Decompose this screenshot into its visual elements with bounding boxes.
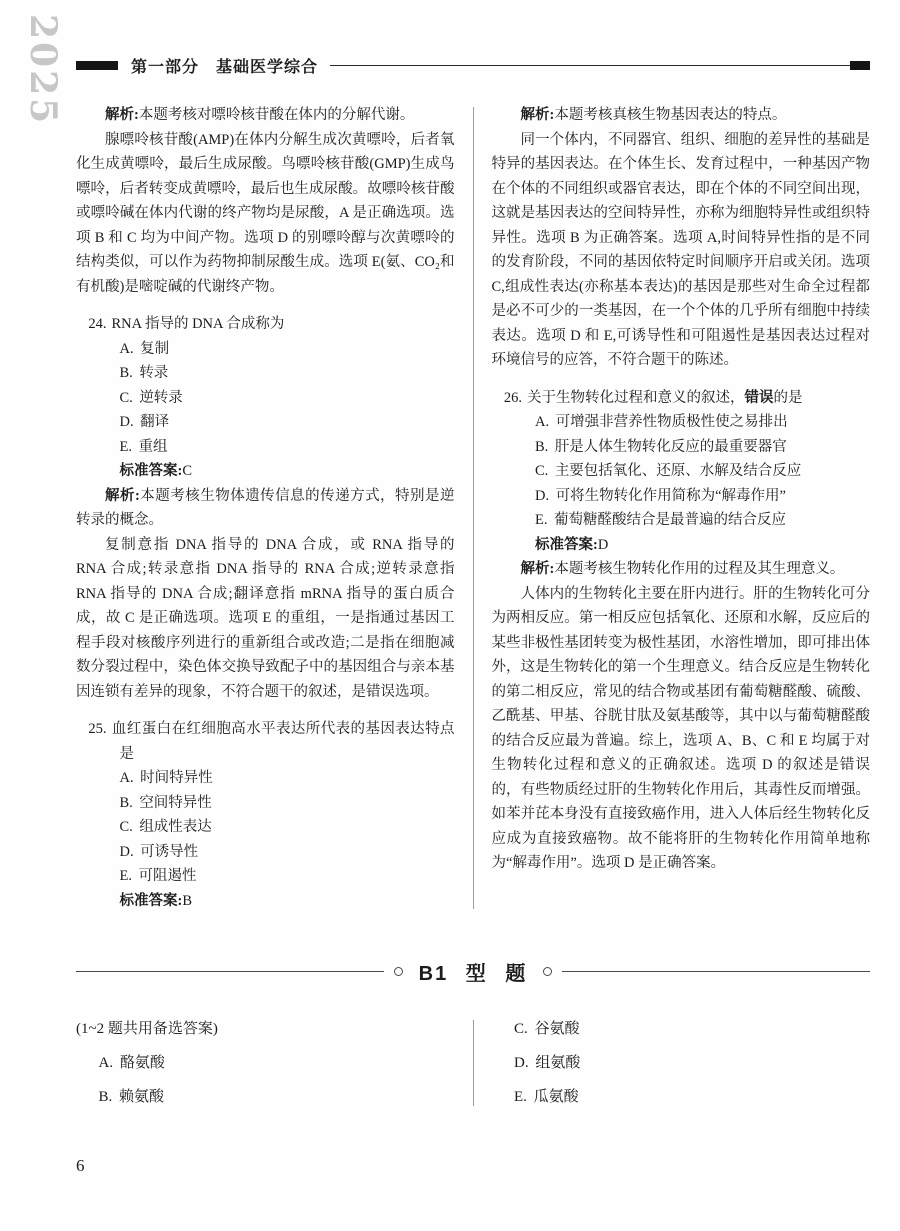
body-text: 葡萄糖醛酸结合是最普遍的结合反应 [554,512,786,528]
body-text: 赖氨酸 [119,1089,165,1105]
emphasis-text: 解析: [520,561,555,577]
option-label: A. [119,340,134,357]
emphasis-text: 标准答案: [119,463,183,479]
body-text: 复制意指 DNA 指导的 DNA 合成，或 RNA 指导的 RNA 合成;转录意指 DNA 指导的 RNA 合成;逆转录意指 RNA 指导的 DNA 合成;翻译意指 mRNA 指导的蛋白质合成，故 C 是正确选项。选项 E 的重组，一是指通过基因工程手段对核酸序列进行的重新组合或改造;二是指在细胞减数分裂过程中，染色体交换导致配子中的基因组合与亲本基因连锁有差异的现象，不符合题干的叙述，是错误选项。 [76,536,455,700]
body-text: 瓜氨酸 [533,1089,579,1105]
question-stem [492,386,871,411]
emphasis-text: 错误 [744,389,774,406]
option-label: A. [119,770,134,786]
body-text: 谷氨酸 [534,1021,580,1037]
question-number: 26. [503,389,522,406]
body-text: 主要包括氧化、还原、水解及结合反应 [554,463,802,479]
answer-option [535,484,870,509]
question-number: 24. [88,316,107,332]
option-label: B. [119,794,133,811]
option-label: C. [119,819,133,835]
emphasis-text: 标准答案: [119,892,183,909]
body-text: 可增强非营养性物质极性使之易排出 [555,414,788,430]
body-text: 酪氨酸 [119,1055,165,1071]
answer-option [120,791,455,816]
body-text: 肝是人体生物转化反应的最重要器官 [554,438,787,455]
answer-option [120,361,455,386]
option-label: D. [535,487,550,504]
emphasis-text: 解析: [105,487,140,504]
body-text: 可诱导性 [140,843,199,860]
option-label: E. [535,512,548,528]
questions-area [76,103,870,913]
emphasis-text: 解析: [105,107,139,123]
body-text: 重组 [138,438,168,455]
year-mark: 2025 [22,14,64,127]
option-label: D. [119,843,134,860]
explanation-paragraph [492,557,871,582]
option-label: C. [535,463,549,479]
part-header [76,0,870,77]
answer-option [120,766,455,791]
body-text: 复制 [140,340,170,357]
body-text: 关于生物转化过程和意义的叙述， [527,389,745,406]
page-number: 6 [76,1156,85,1175]
question-number: 25. [88,721,107,737]
question-stem [76,312,455,337]
body-text: 逆转录 [139,389,183,406]
option-label: E. [514,1089,527,1105]
body-text: 腺嘌呤核苷酸(AMP)在体内分解生成次黄嘌呤，后者氧化生成黄嘌呤，最后生成尿酸。鸟嘌呤核苷酸(GMP)生成鸟嘌呤，后者转变成黄嘌呤，最后也生成尿酸。故嘌呤核苷酸或嘌呤碱在体内代谢的终产物均是尿酸，A 是正确选项。选项 B 和 C 均为中间产物。选项 D 的别嘌呤醇与次黄嘌呤的结构类似，可以作为药物抑制尿酸生成。选项 E(氨、CO₂和有机酸)是嘧啶碱的代谢终产物。 [76,131,455,295]
explanation-paragraph [76,128,455,300]
answer-option [535,459,870,484]
bottom-right-column [492,1016,871,1110]
header-bar-left [76,61,118,70]
header-bar-right [850,61,870,70]
option-label: E. [119,868,132,884]
option-label: B. [535,438,549,455]
standard-answer [535,533,870,558]
emphasis-text: 解析: [520,107,555,123]
explanation-paragraph [492,128,871,373]
option-label: B. [119,365,133,381]
answer-option [120,337,455,362]
bottom-left-column [76,1016,455,1110]
answer-option [99,1084,455,1110]
b1-section-divider [76,957,870,986]
answer-option [120,840,455,865]
explanation-paragraph [492,582,871,876]
answer-option [120,410,455,435]
column-divider [473,107,474,909]
body-text: (1~2 题共用备选答案) [76,1021,218,1037]
answer-option [535,410,870,435]
body-text: 翻译 [140,414,170,430]
answer-option [120,864,455,889]
answer-option [120,815,455,840]
answer-option [514,1016,870,1042]
body-text: 空间特异性 [139,794,212,811]
body-text: 本题考核真核生物基因表达的特点。 [554,107,787,123]
answer-option [120,386,455,411]
explanation-paragraph [76,103,455,128]
option-label: B. [98,1089,113,1105]
part-title: 第一部分 基础医学综合 [131,59,319,76]
body-text: 的是 [773,389,803,406]
body-text: 同一个体内，不同器官、组织、细胞的差异性的基础是特异的基因表达。在个体生长、发育过程中，一种基因产物在个体的不同组织或器官表达，即在个体的不同空间出现，这就是基因表达的空间特异性，亦称为细胞特异性或组织特异性。选项 B 为正确答案。选项 A,时间特异性指的是不同的发育阶段，不同的基因依特定时间顺序开启或关闭。选项 C,组成性表达(亦称基本表达)的基因是那些对生命全过程都是必不可少的一类基因，在一个个体的几乎所有细胞中持续表达。选项 D 和 E,可诱导性和可阻遏性是基因表达过程对环境信号的应答，不符合题干的陈述。 [491,131,870,368]
emphasis-text: 标准答案: [535,536,598,553]
answer-option [514,1050,870,1076]
body-text: 可将生物转化作用简称为“解毒作用” [555,487,786,504]
body-text: RNA 指导的 DNA 合成称为 [111,316,285,332]
option-label: A. [98,1055,114,1071]
standard-answer [120,889,455,914]
shared-answers-area [76,1016,870,1110]
option-label: E. [119,438,132,455]
question-stem [76,717,455,766]
body-text: 组氨酸 [535,1055,581,1071]
body-text: 转录 [139,365,169,381]
b1-section-title: B1 型 题 [418,963,528,985]
divider-line-right [562,971,870,972]
right-column [492,103,871,913]
body-text: 组成性表达 [139,819,212,835]
body-text: 本题考核生物转化作用的过程及其生理意义。 [554,561,845,577]
explanation-paragraph [492,103,871,128]
body-text: C [182,463,193,479]
divider-line-left [76,971,384,972]
option-label: A. [535,414,550,430]
body-text: B [182,892,193,909]
answer-option [514,1084,870,1110]
answer-option [535,435,870,460]
divider-circle-right [543,967,552,976]
option-label: C. [514,1021,528,1037]
answer-option [535,508,870,533]
body-text: D [597,536,609,553]
answer-option [99,1050,455,1076]
header-rule [330,65,850,66]
divider-circle-left [394,967,403,976]
option-label: C. [119,389,133,406]
option-label: D. [514,1055,529,1071]
shared-options-note [76,1016,455,1042]
left-column [76,103,455,913]
answer-option [120,435,455,460]
body-text: 本题考核对嘌呤核苷酸在体内的分解代谢。 [138,107,415,123]
body-text: 血红蛋白在红细胞高水平表达所代表的基因表达特点是 [111,721,455,762]
body-text: 本题考核生物体遗传信息的传递方式，特别是逆转录的概念。 [76,487,455,528]
body-text: 可阻遏性 [138,868,197,884]
option-label: D. [119,414,134,430]
body-text: 人体内的生物转化主要在肝内进行。肝的生物转化可分为两相反应。第一相反应包括氧化、还原和水解，反应后的某些非极性基团转变为极性基团，水溶性增加，即可排出体外，这是生物转化的第一个生理意义。结合反应是生物转化的第二相反应，常见的结合物或基团有葡萄糖醛酸、硫酸、乙酰基、甲基、谷胱甘肽及氨基酸等，其中以与葡萄糖醛酸的结合反应最为普遍。综上，选项 A、B、C 和 E 均属于对生物转化过程和意义的正确叙述。选项 D 的叙述是错误的，有些物质经过肝的生物转化作用后，其毒性反而增强。如苯并芘本身没有直接致癌作用，进入人体后经生物转化反应成为直接致癌物。故不能将肝的生物转化作用简单地称为“解毒作用”。选项 D 是正确答案。 [491,585,870,871]
explanation-paragraph [76,484,455,533]
explanation-paragraph [76,533,455,705]
standard-answer [120,459,455,484]
bottom-column-divider [473,1020,474,1106]
body-text: 时间特异性 [140,770,213,786]
